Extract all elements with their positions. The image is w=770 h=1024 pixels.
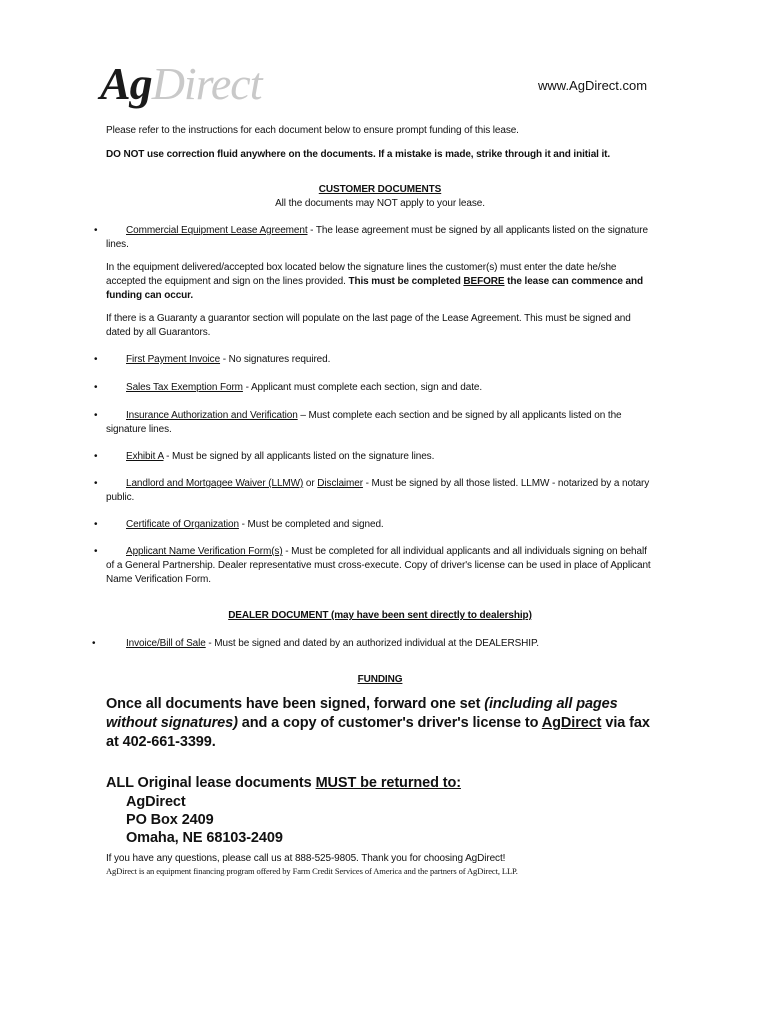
customer-heading: CUSTOMER DOCUMENTS — [318, 184, 442, 195]
bullet-icon: • — [94, 410, 98, 421]
mailing-address — [126, 793, 654, 847]
bullet-icon: • — [94, 382, 98, 393]
list-item: • Sales Tax Exemption Form - Applicant must complete each section, sign and date. — [94, 382, 483, 393]
address-line: AgDirect — [126, 794, 186, 810]
address-line: PO Box 2409 — [126, 812, 214, 828]
funding-heading: FUNDING — [357, 674, 403, 685]
warning-line: DO NOT use correction fluid anywhere on the documents. If a mistake is made, strike through it and initial it. — [106, 149, 611, 160]
funding-instructions: Once all documents have been signed, forward one set (including all pages without signatures) and a copy of customer's driver's license to AgDirect via fax at 402-661-3399. — [106, 696, 650, 750]
bullet-icon: • — [94, 354, 98, 365]
intro-line: Please refer to the instructions for each document below to ensure prompt funding of this lease. — [106, 125, 519, 136]
bullet-icon: • — [94, 478, 98, 489]
program-disclaimer: AgDirect is an equipment financing program offered by Farm Credit Services of America and the partners of AgDirect, LLP. — [106, 866, 518, 876]
bullet-icon: • — [92, 638, 96, 649]
list-item: • Landlord and Mortgagee Waiver (LLMW) or Disclaimer - Must be signed by all those listed. LLMW - notarized by a notary public. — [94, 478, 650, 503]
bullet-icon: • — [94, 451, 98, 462]
questions-line: If you have any questions, please call us at 888-525-9805. Thank you for choosing AgDirect! — [106, 853, 506, 864]
list-item: • Commercial Equipment Lease Agreement - The lease agreement must be signed by all applicants listed on the signature lines. — [94, 225, 648, 250]
address-line: Omaha, NE 68103-2409 — [126, 830, 283, 846]
list-item: • Applicant Name Verification Form(s) - Must be completed for all individual applicants and all individuals signing on behalf of a General Partnership. Dealer representative must cross-execute. Copy of driver's license can be used in place of Applicant Name Verification Form. — [94, 546, 651, 585]
bullet-icon: • — [94, 225, 98, 236]
dealer-heading: DEALER DOCUMENT (may have been sent directly to dealership) — [228, 610, 532, 621]
guaranty-paragraph: If there is a Guaranty a guarantor section will populate on the last page of the Lease Agreement. This must be signed and dated by all Guarantors. — [106, 313, 631, 338]
agdirect-logo: AgDirect — [100, 58, 262, 109]
return-heading: ALL Original lease documents MUST be returned to: — [106, 775, 461, 791]
list-item: • Insurance Authorization and Verification – Must complete each section and be signed by all applicants listed on the signature lines. — [94, 410, 622, 435]
list-item: • Exhibit A - Must be signed by all applicants listed on the signature lines. — [94, 451, 435, 462]
list-item: • Certificate of Organization - Must be completed and signed. — [94, 519, 384, 530]
website-url: www.AgDirect.com — [538, 78, 648, 93]
customer-subheading: All the documents may NOT apply to your lease. — [275, 198, 485, 209]
bullet-icon: • — [94, 519, 98, 530]
equipment-paragraph: In the equipment delivered/accepted box located below the signature lines the customer(s) must enter the date he/she accepted the equipment and sign on the lines provided. This must be completed BEFORE the lease can commence and funding can occur. — [106, 262, 643, 301]
document-body — [92, 120, 654, 877]
list-item: • First Payment Invoice - No signatures required. — [94, 354, 331, 365]
list-item: • Invoice/Bill of Sale - Must be signed and dated by an authorized individual at the DEALERSHIP. — [92, 638, 539, 649]
bullet-icon: • — [94, 546, 98, 557]
